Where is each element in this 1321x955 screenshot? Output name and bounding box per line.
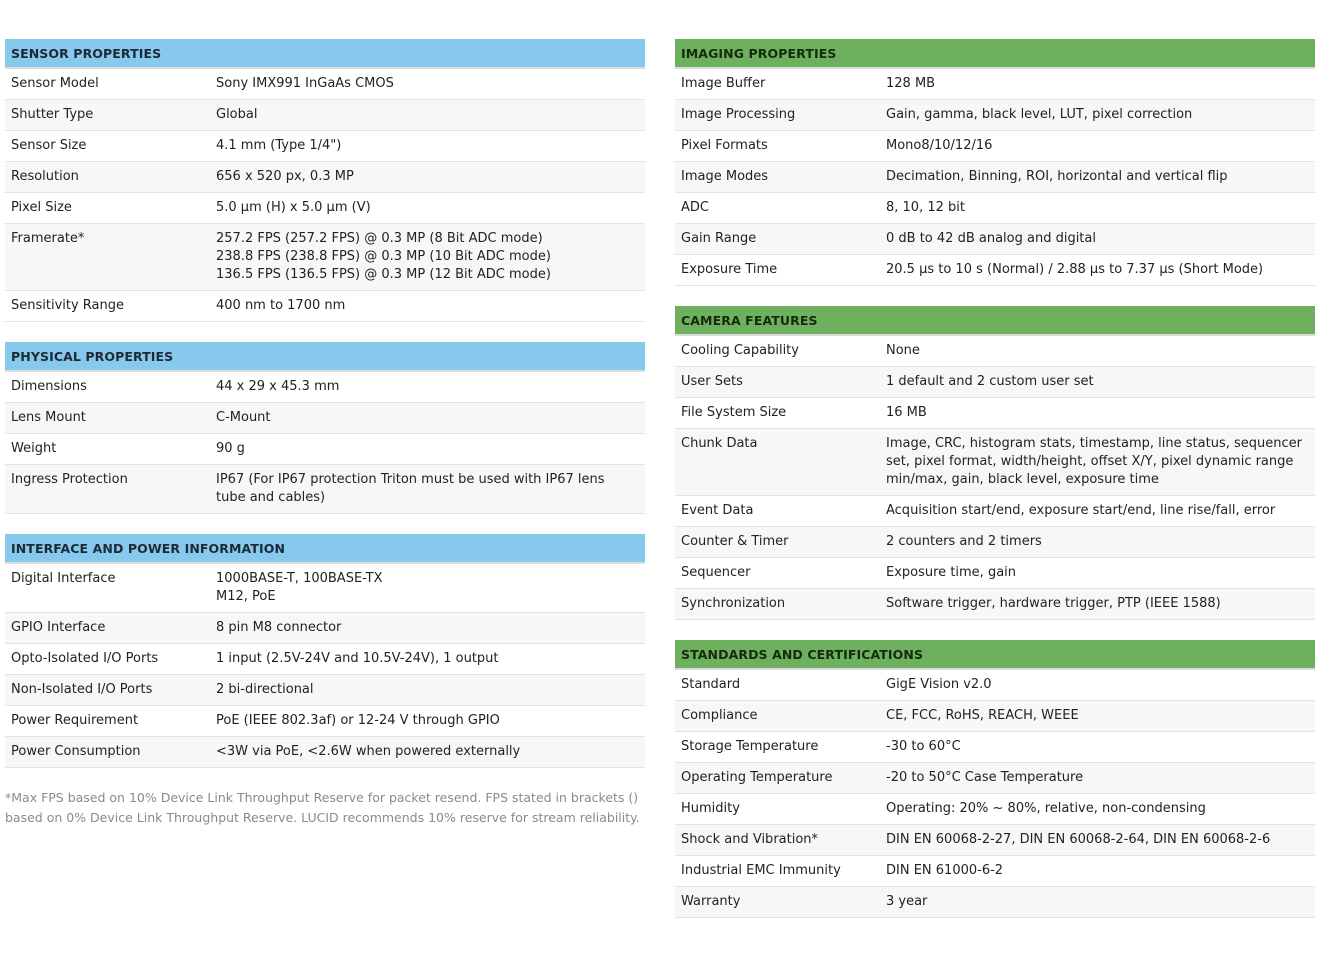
spec-label: Exposure Time (681, 262, 778, 277)
spec-label: Resolution (11, 169, 79, 184)
section-title: SENSOR PROPERTIES (5, 39, 645, 69)
spec-value (886, 564, 1315, 582)
spec-label: Chunk Data (681, 436, 758, 451)
spec-value (216, 378, 645, 396)
spec-label: Dimensions (11, 379, 87, 394)
spec-value (886, 831, 1315, 849)
spec-section-camera-features (675, 306, 1315, 620)
spec-label: Sensor Size (11, 138, 87, 153)
spec-value-line: 44 x 29 x 45.3 mm (216, 379, 340, 394)
spec-value (216, 712, 645, 730)
spec-value (886, 137, 1315, 155)
spec-value-line: Gain, gamma, black level, LUT, pixel correction (886, 107, 1193, 122)
spec-value (886, 199, 1315, 217)
spec-value (886, 707, 1315, 725)
spec-value-line: Image, CRC, histogram stats, timestamp, line status, sequencer set, pixel format, width/height, offset X/Y, pixel dynamic range min/max, gain, black level, exposure time (886, 436, 1302, 487)
spec-value-line: 1000BASE-T, 100BASE-TX (216, 571, 383, 586)
spec-value (216, 409, 645, 427)
spec-label: Cooling Capability (681, 343, 799, 358)
spec-section-standards-and-certifications (675, 640, 1315, 918)
spec-row-lens-mount (5, 403, 645, 434)
spec-row-shutter-type (5, 100, 645, 131)
spec-value (216, 230, 645, 284)
spec-section-imaging-properties (675, 39, 1315, 286)
spec-label: Power Requirement (11, 713, 139, 728)
spec-value (886, 533, 1315, 551)
spec-value-line: 238.8 FPS (238.8 FPS) @ 0.3 MP (10 Bit ADC mode) (216, 249, 551, 264)
spec-value-line: 4.1 mm (Type 1/4") (216, 138, 342, 153)
spec-value (216, 743, 645, 761)
right-column (675, 39, 1315, 938)
spec-section-sensor-properties (5, 39, 645, 322)
spec-row-standard (675, 670, 1315, 701)
spec-label: Gain Range (681, 231, 757, 246)
spec-value-line: 8, 10, 12 bit (886, 200, 965, 215)
left-column (5, 39, 645, 828)
spec-label: Storage Temperature (681, 739, 819, 754)
spec-row-operating-temperature (675, 763, 1315, 794)
spec-row-gain-range (675, 224, 1315, 255)
spec-value-line: 8 pin M8 connector (216, 620, 342, 635)
spec-value-line: Acquisition start/end, exposure start/end, line rise/fall, error (886, 503, 1276, 518)
spec-value (216, 199, 645, 217)
spec-label: Image Buffer (681, 76, 766, 91)
spec-value-line: 16 MB (886, 405, 927, 420)
spec-label: Non-Isolated I/O Ports (11, 682, 153, 697)
spec-value (886, 373, 1315, 391)
spec-value (216, 137, 645, 155)
spec-row-chunk-data (675, 429, 1315, 496)
spec-value-line: Software trigger, hardware trigger, PTP (IEEE 1588) (886, 596, 1221, 611)
spec-label: Ingress Protection (11, 472, 128, 487)
spec-value-line: 656 x 520 px, 0.3 MP (216, 169, 354, 184)
spec-row-warranty (675, 887, 1315, 918)
spec-value (216, 168, 645, 186)
spec-row-non-isolated-i-o-ports (5, 675, 645, 706)
spec-label: ADC (681, 200, 709, 215)
spec-value (216, 471, 645, 507)
spec-row-exposure-time (675, 255, 1315, 286)
spec-value-line: 5.0 µm (H) x 5.0 µm (V) (216, 200, 371, 215)
spec-value (886, 862, 1315, 880)
spec-value-line: C-Mount (216, 410, 271, 425)
spec-value-line: -20 to 50°C Case Temperature (886, 770, 1084, 785)
spec-label: Humidity (681, 801, 740, 816)
spec-row-file-system-size (675, 398, 1315, 429)
spec-value-line: GigE Vision v2.0 (886, 677, 992, 692)
spec-row-power-consumption (5, 737, 645, 768)
spec-value-line: Sony IMX991 InGaAs CMOS (216, 76, 394, 91)
spec-label: Pixel Size (11, 200, 72, 215)
spec-label: Shutter Type (11, 107, 94, 122)
spec-label: Opto-Isolated I/O Ports (11, 651, 159, 666)
spec-value (886, 106, 1315, 124)
spec-value (886, 893, 1315, 911)
spec-value-line: 136.5 FPS (136.5 FPS) @ 0.3 MP (12 Bit ADC mode) (216, 267, 551, 282)
spec-value-line: 128 MB (886, 76, 936, 91)
spec-row-sensor-model (5, 69, 645, 100)
spec-row-cooling-capability (675, 336, 1315, 367)
spec-value-line: CE, FCC, RoHS, REACH, WEEE (886, 708, 1079, 723)
spec-row-image-processing (675, 100, 1315, 131)
spec-value-line: <3W via PoE, <2.6W when powered externally (216, 744, 521, 759)
spec-row-pixel-size (5, 193, 645, 224)
spec-value-line: PoE (IEEE 802.3af) or 12-24 V through GPIO (216, 713, 500, 728)
spec-label: User Sets (681, 374, 743, 389)
spec-value-line: None (886, 343, 920, 358)
spec-value (886, 769, 1315, 787)
spec-value-line: DIN EN 60068-2-27, DIN EN 60068-2-64, DIN EN 60068-2-6 (886, 832, 1271, 847)
spec-row-gpio-interface (5, 613, 645, 644)
spec-row-storage-temperature (675, 732, 1315, 763)
spec-value (216, 619, 645, 637)
spec-value-line: 1 input (2.5V-24V and 10.5V-24V), 1 output (216, 651, 499, 666)
spec-label: Power Consumption (11, 744, 141, 759)
spec-value-line: Operating: 20% ~ 80%, relative, non-condensing (886, 801, 1206, 816)
spec-value (216, 75, 645, 93)
spec-label: Compliance (681, 708, 758, 723)
spec-value (886, 738, 1315, 756)
section-title: IMAGING PROPERTIES (675, 39, 1315, 69)
spec-section-interface-and-power-information (5, 534, 645, 768)
spec-value-line: Exposure time, gain (886, 565, 1017, 580)
spec-row-synchronization (675, 589, 1315, 620)
left-spec-sections (5, 39, 645, 768)
spec-value-line: Decimation, Binning, ROI, horizontal and vertical flip (886, 169, 1228, 184)
spec-value (886, 168, 1315, 186)
spec-row-sequencer (675, 558, 1315, 589)
spec-value-line: DIN EN 61000-6-2 (886, 863, 1004, 878)
spec-label: Framerate* (11, 231, 85, 246)
spec-value (886, 342, 1315, 360)
spec-value-line: 3 year (886, 894, 928, 909)
spec-value (216, 650, 645, 668)
spec-value (216, 440, 645, 458)
spec-value (886, 404, 1315, 422)
spec-value-line: 2 counters and 2 timers (886, 534, 1042, 549)
spec-label: Operating Temperature (681, 770, 833, 785)
section-title: CAMERA FEATURES (675, 306, 1315, 336)
spec-label: Weight (11, 441, 57, 456)
spec-value (886, 75, 1315, 93)
spec-row-image-buffer (675, 69, 1315, 100)
spec-value (886, 800, 1315, 818)
spec-label: Counter & Timer (681, 534, 789, 549)
spec-value-line: Global (216, 107, 258, 122)
spec-row-power-requirement (5, 706, 645, 737)
spec-row-industrial-emc-immunity (675, 856, 1315, 887)
spec-row-weight (5, 434, 645, 465)
spec-label: Image Processing (681, 107, 796, 122)
spec-value-line: Mono8/10/12/16 (886, 138, 993, 153)
spec-row-dimensions (5, 372, 645, 403)
spec-row-digital-interface (5, 564, 645, 613)
spec-value-line: 257.2 FPS (257.2 FPS) @ 0.3 MP (8 Bit ADC mode) (216, 231, 543, 246)
spec-row-opto-isolated-i-o-ports (5, 644, 645, 675)
spec-label: Synchronization (681, 596, 786, 611)
spec-value-line: 90 g (216, 441, 245, 456)
spec-label: Warranty (681, 894, 741, 909)
spec-value (886, 230, 1315, 248)
spec-label: Sensor Model (11, 76, 99, 91)
spec-label: Standard (681, 677, 741, 692)
spec-label: GPIO Interface (11, 620, 106, 635)
spec-label: Digital Interface (11, 571, 116, 586)
spec-value-line: M12, PoE (216, 589, 276, 604)
spec-row-event-data (675, 496, 1315, 527)
spec-row-ingress-protection (5, 465, 645, 514)
spec-row-user-sets (675, 367, 1315, 398)
spec-label: Pixel Formats (681, 138, 768, 153)
spec-row-compliance (675, 701, 1315, 732)
spec-value-line: 1 default and 2 custom user set (886, 374, 1094, 389)
spec-value (216, 297, 645, 315)
spec-value (886, 261, 1315, 279)
spec-value (886, 435, 1315, 489)
spec-label: Industrial EMC Immunity (681, 863, 841, 878)
spec-value (886, 502, 1315, 520)
spec-row-image-modes (675, 162, 1315, 193)
spec-value (886, 595, 1315, 613)
spec-value-line: 2 bi-directional (216, 682, 314, 697)
spec-label: File System Size (681, 405, 787, 420)
spec-value-line: 0 dB to 42 dB analog and digital (886, 231, 1096, 246)
section-title: PHYSICAL PROPERTIES (5, 342, 645, 372)
section-title: INTERFACE AND POWER INFORMATION (5, 534, 645, 564)
spec-label: Shock and Vibration* (681, 832, 819, 847)
spec-label: Lens Mount (11, 410, 86, 425)
spec-label: Sequencer (681, 565, 751, 580)
spec-row-resolution (5, 162, 645, 193)
spec-row-sensor-size (5, 131, 645, 162)
spec-row-humidity (675, 794, 1315, 825)
spec-value (216, 570, 645, 606)
spec-row-shock-and-vibration (675, 825, 1315, 856)
spec-row-adc (675, 193, 1315, 224)
spec-value (216, 106, 645, 124)
framerate-footnote: *Max FPS based on 10% Device Link Throughput Reserve for packet resend. FPS stated in brackets () based on 0% Device Link Throughput Reserve. LUCID recommends 10% reserve for stream reliability. (5, 790, 640, 825)
spec-row-sensitivity-range (5, 291, 645, 322)
section-title: STANDARDS AND CERTIFICATIONS (675, 640, 1315, 670)
spec-value-line: 400 nm to 1700 nm (216, 298, 346, 313)
spec-label: Event Data (681, 503, 754, 518)
spec-value-line: 20.5 µs to 10 s (Normal) / 2.88 µs to 7.37 µs (Short Mode) (886, 262, 1264, 277)
spec-label: Image Modes (681, 169, 769, 184)
spec-value-line: -30 to 60°C (886, 739, 961, 754)
spec-row-counter-timer (675, 527, 1315, 558)
right-spec-sections (675, 39, 1315, 918)
spec-section-physical-properties (5, 342, 645, 514)
spec-label: Sensitivity Range (11, 298, 125, 313)
spec-value-line: IP67 (For IP67 protection Triton must be used with IP67 lens tube and cables) (216, 472, 605, 505)
spec-value (886, 676, 1315, 694)
spec-row-pixel-formats (675, 131, 1315, 162)
spec-value (216, 681, 645, 699)
spec-row-framerate (5, 224, 645, 291)
